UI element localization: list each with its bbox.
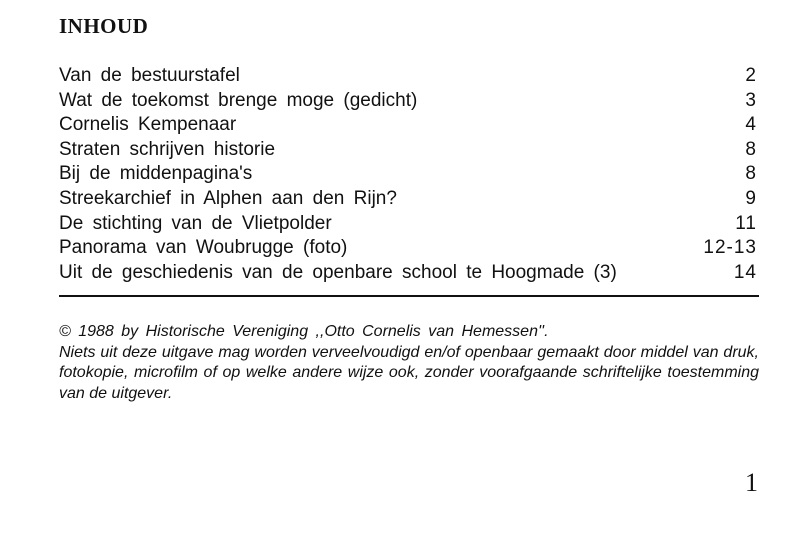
page-number: 1 bbox=[745, 468, 758, 497]
toc-entry-title: Van de bestuurstafel bbox=[59, 65, 240, 86]
toc-entry-page: 11 bbox=[735, 212, 757, 234]
toc-entry bbox=[59, 261, 759, 286]
toc-entry-title: Uit de geschiedenis van de openbare school te Hoogmade (3) bbox=[59, 261, 617, 283]
copyright-notice bbox=[59, 322, 759, 404]
toc-entry-title: De stichting van de Vlietpolder bbox=[59, 212, 332, 234]
toc-entry bbox=[59, 162, 759, 187]
toc-entry bbox=[59, 138, 759, 163]
divider-rule bbox=[59, 295, 759, 297]
toc-entry-page: 9 bbox=[745, 187, 757, 209]
toc-entry-title: Bij de middenpagina's bbox=[59, 163, 253, 185]
toc-entry-page: 3 bbox=[745, 89, 757, 111]
toc-entry-title: Straten schrijven historie bbox=[59, 138, 276, 160]
toc-entry bbox=[59, 236, 759, 261]
toc-entry-page: 2 bbox=[745, 65, 757, 86]
toc-entry bbox=[59, 187, 759, 212]
toc-entry bbox=[59, 212, 759, 237]
toc-entry bbox=[59, 64, 759, 89]
toc-entry-page: 14 bbox=[733, 261, 757, 283]
page-title: INHOUD bbox=[59, 14, 149, 38]
toc-entry-title: Streekarchief in Alphen aan den Rijn? bbox=[59, 187, 397, 209]
toc-entry-title: Cornelis Kempenaar bbox=[59, 114, 237, 136]
toc-entry-page: 8 bbox=[745, 163, 757, 185]
toc-entry-page: 8 bbox=[745, 138, 757, 160]
copyright-body: Niets uit deze uitgave mag worden verveelvoudigd en/of openbaar gemaakt door middel van druk, fotokopie, microfilm of op welke andere wijze ook, zonder voorafgaande schriftelijke toestemming van de uitgever. bbox=[59, 343, 759, 402]
toc-entry-page: 4 bbox=[745, 114, 757, 136]
toc-entry-title: Wat de toekomst brenge moge (gedicht) bbox=[59, 89, 418, 111]
toc-entry bbox=[59, 113, 759, 138]
copyright-line: © 1988 by Historische Vereniging ,,Otto Cornelis van Hemessen''. bbox=[59, 323, 549, 340]
toc-entry-page: 12-13 bbox=[703, 237, 757, 259]
toc-entry-title: Panorama van Woubrugge (foto) bbox=[59, 237, 348, 259]
toc-entry bbox=[59, 89, 759, 114]
table-of-contents bbox=[59, 64, 759, 285]
